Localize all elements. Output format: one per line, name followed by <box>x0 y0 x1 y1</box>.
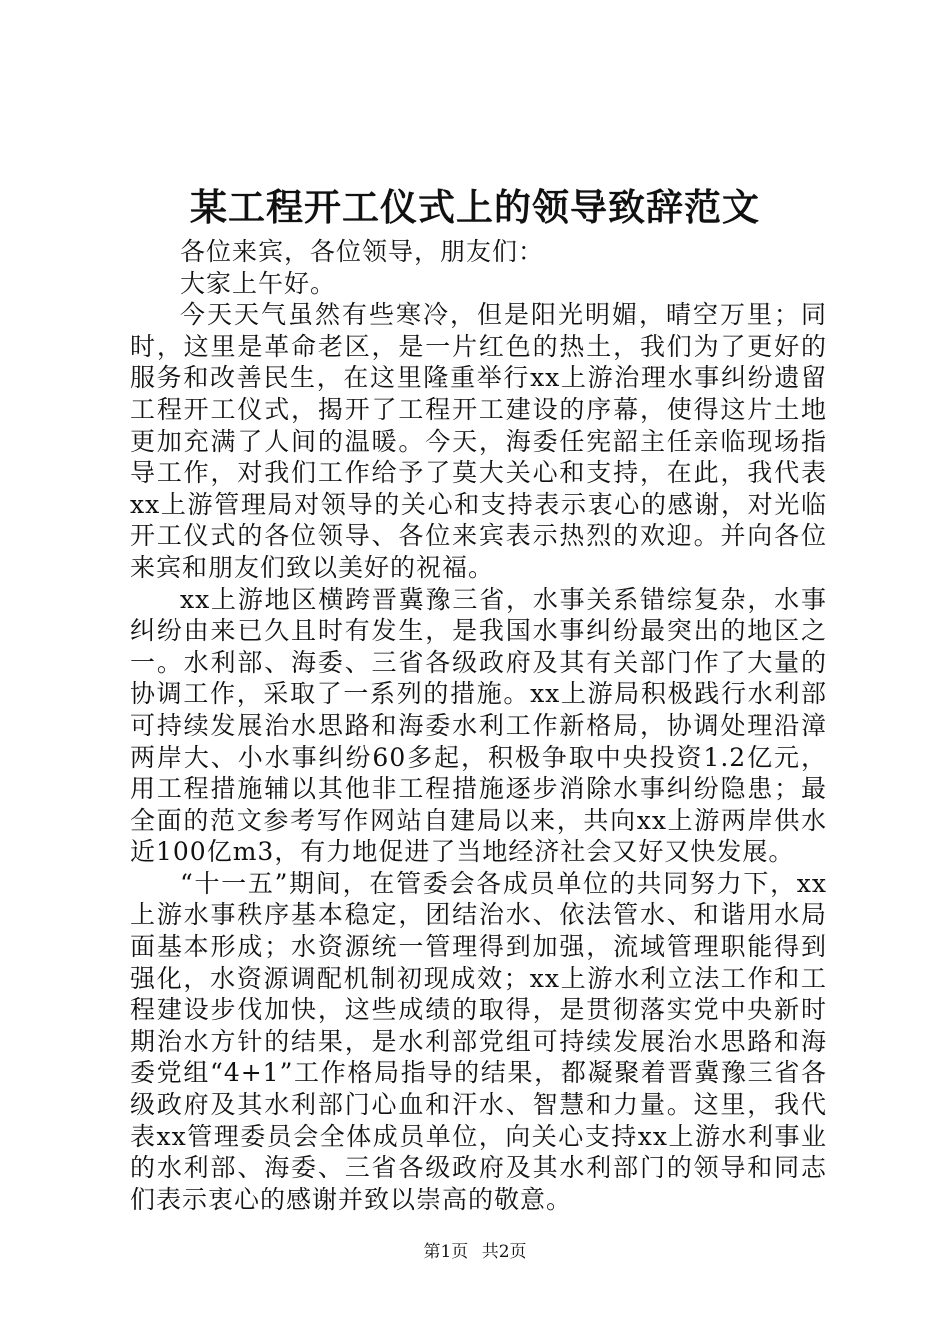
salutation: 各位来宾，各位领导，朋友们： <box>180 237 545 266</box>
document-title: 某工程开工仪式上的领导致辞范文 <box>190 185 760 229</box>
page-total: 共2页 <box>481 1242 527 1262</box>
page-footer <box>0 1240 950 1264</box>
paragraph-region: xx上游地区横跨晋冀豫三省，水事关系错综复杂，水事纠纷由来已久且时有发生，是我国水事纠纷最突出的地区之一。水利部、海委、三省各级政府及其有关部门作了大量的协调工作，采取了一系列的措施。xx上游局积极践行水利部可持续发展治水思路和海委水利工作新格局，协调处理沿漳两岸大、小水事纠纷60多起，积极争取中央投资1.2亿元，用工程措施辅以其他非工程措施逐步消除水事纠纷隐患；最全面的范文参考写作网站自建局以来，共向xx上游两岸供水近100亿m3，有力地促进了当地经济社会又好又快发展。 <box>130 584 827 867</box>
document-body <box>130 236 827 1215</box>
page-number: 第1页 <box>423 1242 469 1262</box>
paragraph-welcome: 今天天气虽然有些寒冷，但是阳光明媚，晴空万里；同时，这里是革命老区，是一片红色的热土，我们为了更好的服务和改善民生，在这里隆重举行xx上游治理水事纠纷遗留工程开工仪式，揭开了工程开工建设的序幕，使得这片土地更加充满了人间的温暖。今天，海委任宪韶主任亲临现场指导工作，对我们工作给予了莫大关心和支持，在此，我代表xx上游管理局对领导的关心和支持表示衷心的感谢，对光临开工仪式的各位领导、各位来宾表示热烈的欢迎。并向各位来宾和朋友们致以美好的祝福。 <box>130 300 827 582</box>
greeting: 大家上午好。 <box>180 268 337 298</box>
paragraph-achievements: “十一五”期间，在管委会各成员单位的共同努力下，xx上游水事秩序基本稳定，团结治水、依法管水、和谐用水局面基本形成；水资源统一管理得到加强，流域管理职能得到强化，水资源调配机制初现成效；xx上游水利立法工作和工程建设步伐加快，这些成绩的取得，是贯彻落实党中央新时期治水方针的结果，是水利部党组可持续发展治水思路和海委党组“4+1”工作格局指导的结果，都凝聚着晋冀豫三省各级政府及其水利部门心血和汗水、智慧和力量。这里，我代表xx管理委员会全体成员单位，向关心支持xx上游水利事业的水利部、海委、三省各级政府及其水利部门的领导和同志们表示衷心的感谢并致以崇高的敬意。 <box>130 868 827 1214</box>
